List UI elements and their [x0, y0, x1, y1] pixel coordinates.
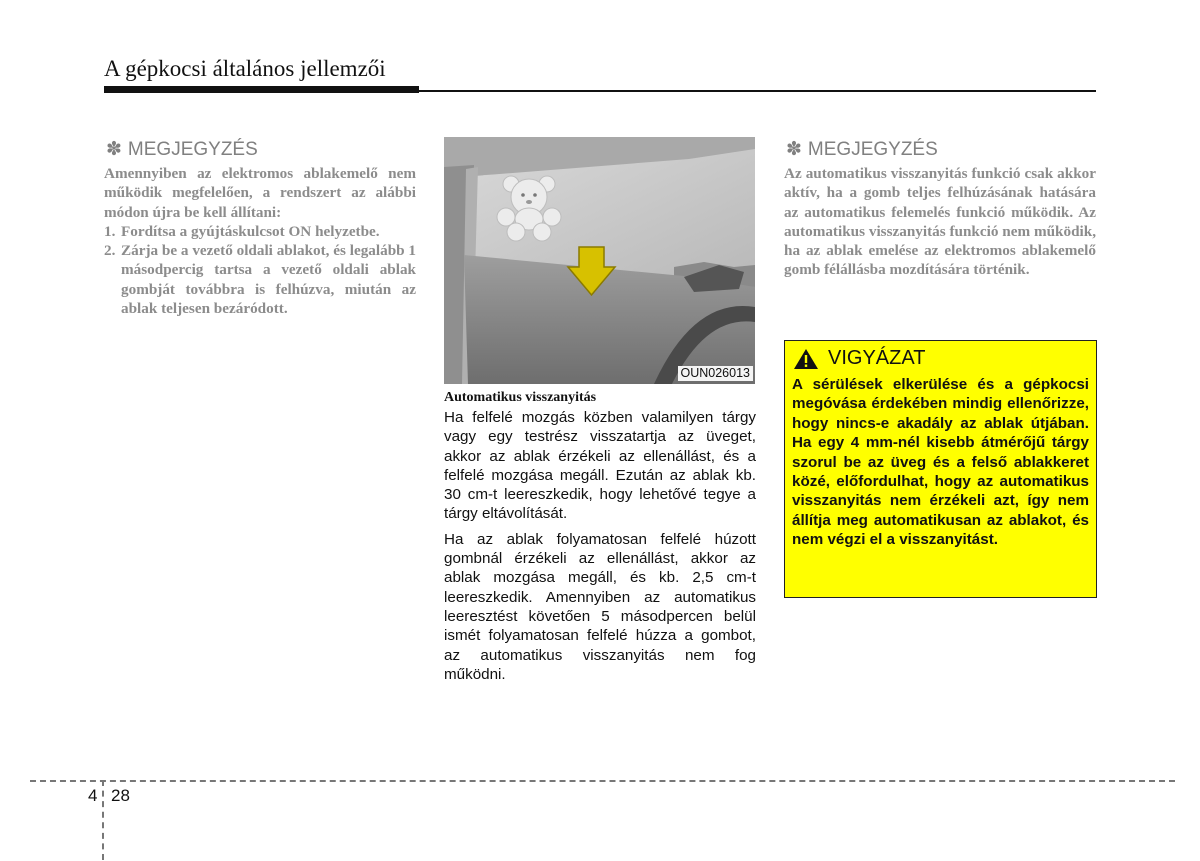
page-header-title: A gépkocsi általános jellemzői — [104, 56, 386, 81]
right-note-text: Az automatikus visszanyitás funkció csak akkor aktív, ha a gomb teljes felhúzásának hatására az automatikus felemelés funkció működik. Az automatikus visszanyitás funkció nem működik, ha az ablak emelése az elektromos ablakemelő gomb félállásba mozdítására történik. — [784, 165, 1096, 279]
warning-heading-text: VIGYÁZAT — [828, 347, 926, 369]
warning-text: A sérülések elkerülése és a gépkocsi megóvása érdekében mindig ellenőrizze, hogy nincs-e akadály az ablak útjában. Ha egy 4 mm-nél kisebb átmérőjű tárgy szorul be az üveg és a felső ablakkeret közé, előfordulhat, hogy az automatikus visszanyitás nem érzékeli azt, így nem állítja meg automatikusan az ablakot, és nem végzi el a visszanyitást. — [792, 376, 1089, 549]
chapter-number: 4 — [88, 786, 98, 805]
note-star-icon: ✽ — [786, 139, 802, 160]
header-rule-thin — [419, 90, 1096, 92]
footer-rule — [30, 780, 1175, 782]
right-note-heading-text: MEGJEGYZÉS — [807, 139, 938, 160]
note-star-icon: ✽ — [106, 139, 122, 160]
figure-body-text — [444, 408, 756, 690]
list-item — [104, 222, 416, 241]
left-note-heading-text: MEGJEGYZÉS — [127, 139, 258, 160]
warning-box — [784, 340, 1097, 598]
figure-code: OUN026013 — [678, 366, 754, 381]
page-number: 28 — [111, 786, 130, 805]
footer-divider — [102, 780, 104, 860]
step-number: 1. — [104, 222, 116, 240]
left-note-heading — [106, 138, 258, 161]
car-window-drawing — [444, 137, 755, 384]
car-window-illustration — [444, 137, 755, 384]
step-number: 2. — [104, 242, 116, 260]
step-text: Fordítsa a gyújtáskulcsot ON helyzetbe. — [121, 222, 380, 240]
right-note-heading — [786, 138, 938, 161]
left-note-intro: Amennyiben az elektromos ablakemelő nem működik megfelelően, a rendszert az alábbi módon újra be kell állítani: — [104, 165, 416, 221]
left-note-body — [104, 164, 416, 318]
header-rule-thick — [104, 86, 419, 93]
right-note-body — [784, 164, 1096, 280]
body-paragraph: Ha az ablak folyamatosan felfelé húzott gombnál érzékeli az ellenállást, akkor az ablak mozgása megáll, és kb. 2,5 cm-t leereszkedik. Amennyiben az automatikus leeresztést követően 5 másodpercen belül ismét folyamatosan felfelé húzza a gombot, az automatikus visszanyitás nem fog működni. — [444, 530, 756, 683]
step-text: Zárja be a vezető oldali ablakot, és legalább 1 másodpercig tartsa a vezető oldali ablak gombját továbbra is felhúzva, miután az ablak teljesen bezáródott. — [121, 242, 416, 318]
left-note-steps — [104, 222, 416, 318]
body-paragraph: Ha felfelé mozgás közben valamilyen tárgy vagy egy testrész visszatartja az üveget, akkor az ablak érzékeli az ellenállást, és a felfelé mozgása megáll. Ezután az ablak kb. 30 cm-t leereszkedik, hogy lehetővé tegye a tárgy eltávolítását. — [444, 409, 756, 523]
warning-heading — [793, 347, 925, 370]
list-item — [104, 241, 416, 318]
figure-caption: Automatikus visszanyitás — [444, 390, 597, 405]
warning-triangle-icon — [793, 348, 819, 370]
